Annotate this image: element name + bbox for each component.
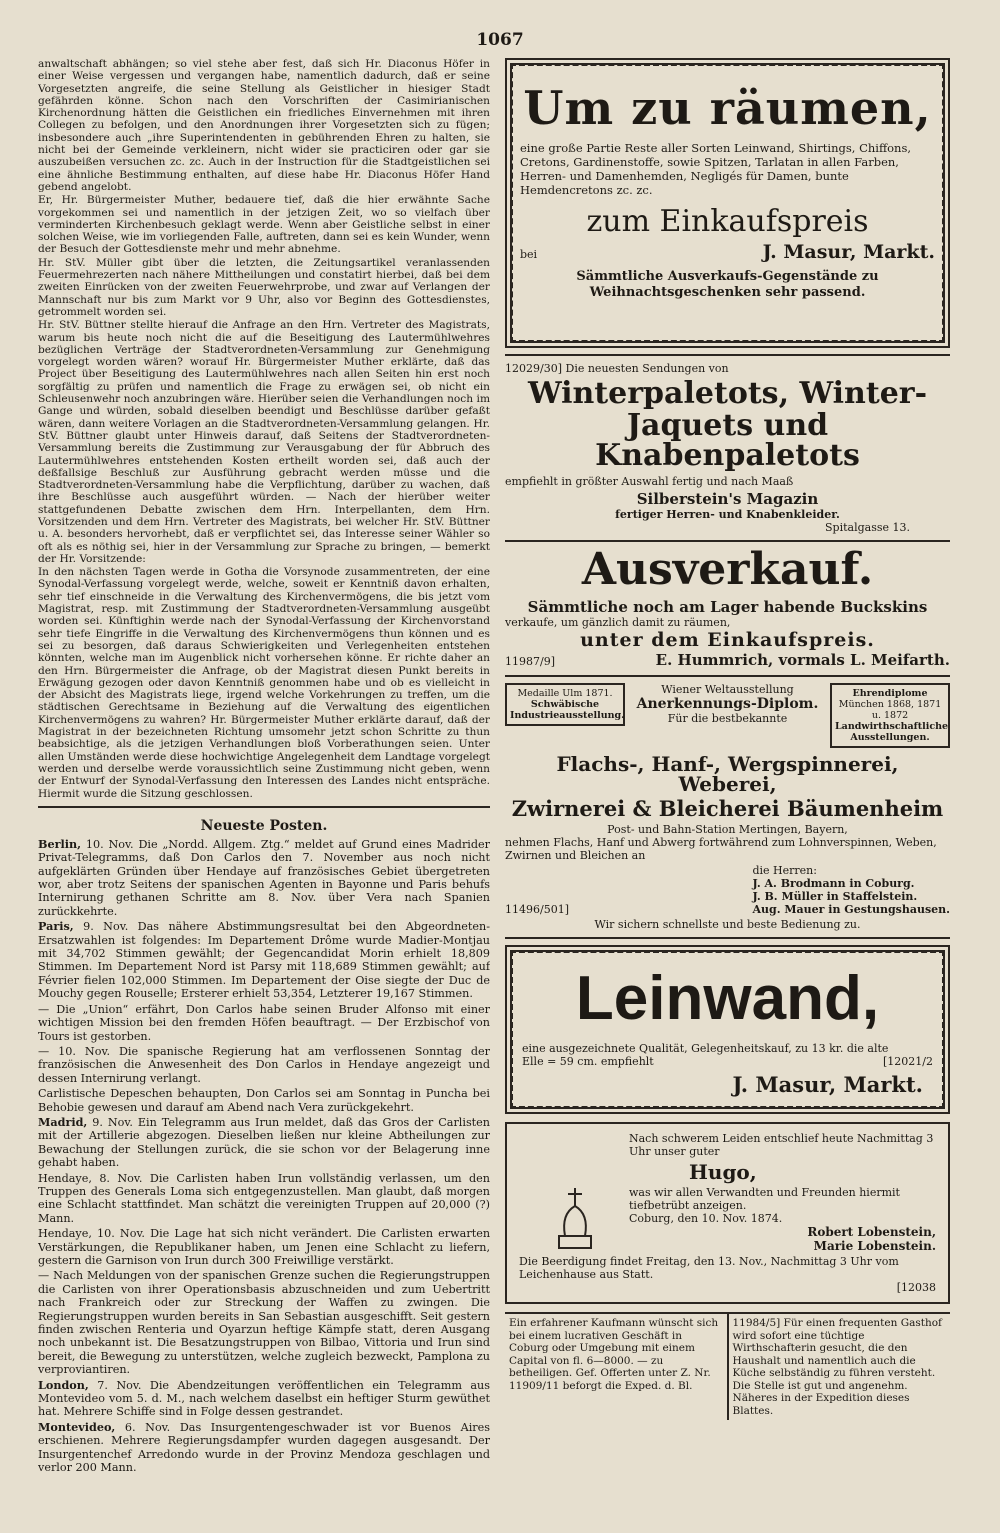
ad-merchant-row: [505, 651, 950, 669]
ad-divider: [505, 540, 950, 542]
ad-body: eine große Partie Reste aller Sorten Leinwand, Shirtings, Chiffons, Cretons, Gardinenstoffe, sowie Spitzen, Tarlatan in allen Farben, Herren- und Damenhemden, Negligés für Damen, bunte Hemdencretons zc. zc.: [520, 141, 912, 197]
news-text: — Nach Meldungen von der spanischen Grenze suchen die Regierungstruppen die Carlisten von ihrer Operationsbasis abzuschneiden und zum Uebertritt nach Frankreich oder zur Streckung der Waffen zu zwingen. Die Regierungstruppen wurden bereits in San Sebastian ausgeschifft. Seit gestern finden zwischen Renteria und Oyarzun heftige Kämpfe statt, deren Ausgang noch unbekannt ist. Die Besatzungstruppen von Bilbao, Vittoria und Irun sind bereit, die Bewegung zu unterstützen, welche zugleich bezweckt, Pamplona zu verproviantiren.: [38, 1269, 490, 1377]
ad-headline: Um zu räumen,: [523, 81, 932, 135]
news-item: [38, 1421, 490, 1475]
ad-line: nehmen Flachs, Hanf und Abwerg fortwährend zum Lohnverspinnen, Weben, Zwirnen und Bleichen an: [505, 836, 937, 862]
report-paragraph: In den nächsten Tagen werde in Gotha die Vorsynode zusammentreten, der eine Synodal-Verfassung vorgelegt werde, welche, soweit er Kenntniß davon erhalten, sehr tief einschneide in die Verwaltung des Kirchenvermögens, die bis jetzt vom Magistrat, resp. mit Zustimmung der Stadtverordneten-Versammlung ausgeübt worden sei. Künftighin werde nach der Synodal-Verfassung der Kirchenvorstand sehr tiefe Eingriffe in die Verwaltung des Kirchenvermögens thun können und es sei zu besorgen, daß daraus Schwierigkeiten und Verlegenheiten entstehen könnten, welche man im Augenblick nicht vorhersehen könne. Er richte daher an den Hrn. Bürgermeister die Anfrage, ob der Magistrat diesen Punkt bereits in Erwägung gezogen oder davon Kenntniß genommen habe und ob es vielleicht in der Absicht des Magistrats liege, irgend welche Vorkehrungen zu treffen, um die städtischen Gerechtsame in Beziehung auf die Verwaltung des eigentlichen Kirchenvermögens zu wahren? Hr. Bürgermeister Muther erklärte darauf, daß der Magistrat in der bezeichneten Richtung umsomehr jetzt schon Schritte zu thun beabsichtige, als die jetzigen Verhandlungen bloß Vorberathungen seien. Unter allen Umständen werde diese hochwichtige Angelegenheit dem Landtage vorgelegt werden und derselbe werde voraussichtlich seine Zustimmung nicht geben, wenn der Entwurf der Synodal-Verfassung den Interessen des Landes nicht entspräche. Hiermit wurde die Sitzung geschlossen.: [38, 566, 490, 800]
news-date: 7. Nov.: [97, 1378, 142, 1392]
ad-merchant: J. Masur, Markt.: [762, 241, 935, 263]
ad-ref: [12021/2: [883, 1055, 933, 1068]
ad-agent: Aug. Mauer in Gestungshausen.: [752, 903, 950, 916]
memorial-urn-icon: [545, 1184, 605, 1254]
medal-line: Medaille Ulm 1871.: [517, 688, 613, 699]
medal-line: München 1868, 1871 u. 1872: [838, 699, 942, 721]
report-paragraph: Hr. StV. Müller gibt über die letzten, die Zeitungsartikel veranlassenden Feuermehrezerten nach nähere Mittheilungen und constatirt hierbei, daß bei dem zweiten Einrücken von der zweiten Feuerwehrprobe, und zwar auf Verlangen der Mannschaft nur bis zum Markt vor 9 Uhr, also vor Beginn des Gottesdienstes, getrommelt worden sei.: [38, 256, 490, 318]
medal-line: Ausstellungen.: [850, 732, 930, 743]
ad-ref: 11496/501]: [505, 903, 569, 916]
ad-signer: Robert Lobenstein,: [807, 1225, 936, 1239]
ad-leinwand: [505, 945, 950, 1114]
ad-award-block: [625, 683, 830, 725]
ad-merchant-row: [520, 241, 935, 263]
ad-um-zu-raeumen: [505, 58, 950, 348]
report-paragraph: Er, Hr. Bürgermeister Muther, bedauere tief, daß die hier erwähnte Sache vorgekommen sei und namentlich in der jetzigen Zeit, wo so vielfach über verminderten Kirchenbesuch geklagt werde. Wenn aber Geistliche selbst in einer solchen Weise, wie im vorliegenden Falle, auftreten, dann sei es kein Wunder, wenn der Besuch der Gottesdienste mehr und mehr abnehme.: [38, 194, 490, 256]
ad-divider: [505, 675, 950, 677]
ad-headline: Ausverkauf.: [581, 544, 874, 595]
medal-line: Industrieausstellung.: [510, 710, 625, 721]
ad-divider: [505, 354, 950, 356]
news-place: Paris,: [38, 919, 74, 934]
news-place: Berlin,: [38, 836, 81, 851]
ad-headline: Flachs-, Hanf-, Wergspinnerei, Weberei,: [556, 752, 899, 796]
news-text: Die Carlisten haben Irun vollständig verlassen, um den Truppen des Generals Loma sich entgegenzustellen. Man glaubt, daß morgen eine Schlacht stattfindet. Man schätzt die vereinigten Truppen auf 20,000 (?) Mann.: [38, 1171, 490, 1225]
news-item: [38, 1227, 490, 1267]
medal-line: Schwäbische: [530, 699, 600, 710]
ad-ref: 12029/30]: [505, 362, 562, 375]
news-text: Die Lage hat sich nicht verändert. Die Carlisten erwarten Verstärkungen, die Republikaner haben, um Jenen eine Schlacht zu liefern, gestern die Garnison von Irun durch 300 Freiwillige verstärkt.: [38, 1227, 490, 1267]
news-item: [38, 1003, 490, 1043]
ad-ausverkauf: [505, 544, 950, 669]
ad-headline: Winterpaletots, Winter-: [527, 376, 928, 411]
ad-medals-row: [505, 683, 950, 748]
news-place: Montevideo,: [38, 1419, 116, 1434]
ad-line: Sämmtliche noch am Lager habende Buckskins: [527, 598, 928, 616]
ad-intro-line: [505, 362, 950, 375]
ad-line: Elle = 59 cm. empfiehlt: [522, 1055, 654, 1068]
ad-agent: J. A. Brodmann in Coburg.: [752, 877, 915, 890]
news-item: [38, 1116, 490, 1170]
ad-headline: Leinwand,: [575, 964, 880, 1033]
news-date: 9. Nov.: [92, 1115, 133, 1129]
news-date: 10. Nov.: [97, 1227, 145, 1241]
news-place: Hendaye,: [38, 1171, 92, 1185]
news-date: 10. Nov.: [85, 837, 134, 851]
council-report: [38, 58, 490, 800]
news-text: Das nähere Abstimmungsresultat bei den Abgeordneten-Ersatzwahlen ist folgendes: Im Departement Drôme wurde Madier-Montjau mit 34,702 Stimmen gewählt; der Gegencandidat Morin erhielt 18,809 Stimmen. Im Departement Nord ist Parsy mit 118,689 Stimmen gewählt; auf Février fielen 102,000 Stimmen. Im Departement der Oise siegte der Duc de Mouchy gegen Rouselle; Ersterer erhielt 53,354, Letzterer 19,167 Stimmen.: [38, 920, 490, 1001]
ad-ref: 11987/9]: [505, 655, 555, 668]
ad-name: Hugo,: [689, 1160, 757, 1184]
ad-ref: [12038: [896, 1281, 936, 1294]
news-text: Die Abendzeitungen veröffentlichen ein Telegramm aus Montevideo vom 5. d. M., nach welchem daselbst ein heftiger Sturm gewüthet hat. Mehrere Schiffe sind in Folge dessen gestrandet.: [38, 1378, 490, 1419]
news-place: Madrid,: [38, 1114, 88, 1129]
ad-split-bottom: [505, 1312, 950, 1420]
news-text: — 10. Nov. Die spanische Regierung hat am verflossenen Sonntag der französischen die Anwesenheit des Don Carlos in Hendaye angezeigt und dessen Internirung verlangt.: [38, 1044, 490, 1085]
ad-footer: Sämmtliche Ausverkaufs-Gegenstände zu Weihnachtsgeschenken sehr passend.: [576, 269, 879, 300]
ad-footer: Wir sichern schnellste und beste Bedienung zu.: [594, 918, 861, 931]
ad-line: eine ausgezeichnete Qualität, Gelegenheitskauf, zu 13 kr. die alte: [522, 1042, 889, 1055]
news-date: 9. Nov.: [83, 920, 129, 934]
news-item: [38, 1087, 490, 1114]
ad-die-herren: die Herren:: [752, 864, 817, 877]
ad-line: unter dem Einkaufspreis.: [580, 629, 875, 651]
medal-line: Ehrendiplome: [852, 688, 928, 699]
news-item: [38, 838, 490, 918]
ad-agents: [752, 864, 950, 916]
medal-right: [830, 683, 950, 748]
news-text: — Die „Union“ erfährt, Don Carlos habe seinen Bruder Alfonso mit einer wichtigen Mission bei den fremden Höfen beauftragt. — Der Erzbischof von Tours ist gestorben.: [38, 1002, 490, 1043]
section-divider: [38, 806, 490, 808]
news-date: 6. Nov.: [124, 1420, 171, 1434]
ad-vienna: Wiener Weltausstellung: [661, 683, 794, 696]
ad-line-row: [522, 1055, 933, 1068]
medal-line: Landwirthschaftliche: [835, 721, 949, 732]
news-heading: Neueste Posten.: [200, 817, 328, 834]
ad-intro: Die neuesten Sendungen von: [565, 362, 729, 375]
ad-headline: Jaquets und Knabenpaletots: [595, 408, 860, 473]
news-item: [38, 1269, 490, 1376]
news-text: Das Insurgentengeschwader ist vor Buenos Aires erschienen. Mehrere Regierungsdampfer wurden dagegen ausgesandt. Der Insurgentenchef Arredondo wurde in der Provinz Mendoza geschlagen und verlor 200 Mann.: [38, 1420, 490, 1475]
ad-shop-sub: fertiger Herren- und Knabenkleider.: [615, 508, 840, 521]
ad-funeral: Die Beerdigung findet Freitag, den 13. Nov., Nachmittag 3 Uhr vom Leichenhause aus Statt.: [519, 1255, 899, 1281]
ad-merchant: J. Masur, Markt.: [732, 1072, 923, 1097]
ad-agent: J. B. Müller in Staffelstein.: [752, 890, 918, 903]
medal-left: [505, 683, 625, 726]
ad-winterpaletots: [505, 362, 950, 534]
ad-agents-row: [505, 864, 950, 916]
news-place: Hendaye,: [38, 1227, 92, 1241]
news-item: [38, 1172, 490, 1226]
ad-station: Post- und Bahn-Station Mertingen, Bayern,: [607, 823, 848, 836]
news-text: Ein Telegramm aus Irun meldet, daß das Gros der Carlisten mit der Artillerie abgezogen. Dieselben ließen nur kleine Abtheilungen zur Bewachung der Stellungen zurück, die sie schon vor der Belagerung inne gehabt haben.: [38, 1115, 490, 1170]
right-column: [505, 58, 950, 1518]
ad-merchant: E. Hummrich, vormals L. Meifarth.: [655, 651, 950, 669]
ad-signer: Marie Lobenstein.: [813, 1239, 936, 1253]
news-text: Carlistische Depeschen behaupten, Don Carlos sei am Sonntag in Puncha bei Behobie gewesen und darauf am Abend nach Vera zurückgekehrt.: [38, 1087, 490, 1114]
ad-baeumenheim: [505, 683, 950, 931]
ad-line: verkaufe, um gänzlich damit zu räumen,: [505, 616, 731, 629]
news-list: [38, 838, 490, 1475]
ad-intro: Nach schwerem Leiden entschlief heute Nachmittag 3 Uhr unser guter: [629, 1132, 934, 1158]
ad-shop: Silberstein's Magazin: [636, 490, 819, 508]
ad-address: Spitalgasse 13.: [825, 521, 910, 534]
news-place: London,: [38, 1377, 89, 1392]
ad-subheadline: zum Einkaufspreis: [586, 204, 869, 239]
spacer: [505, 1114, 950, 1122]
news-item: [38, 920, 490, 1000]
news-item: [38, 1379, 490, 1419]
ad-bei: bei: [520, 248, 538, 261]
news-item: [38, 1045, 490, 1085]
news-text: Die „Nordd. Allgem. Ztg.“ meldet auf Grund eines Madrider Privat-Telegramms, daß Don Carlos den 7. November aus noch nicht aufgeklärten Gründen über Hendaye auf französisches Gebiet übergetreten wor, aber trotz Seitens der spanischen Agenten in Bayonne und Paris behufs Internirung gethanen Schritte am 8. Nov. über Vera nach Spanien zurückkehrte.: [38, 837, 490, 918]
ad-divider: [505, 937, 950, 939]
ad-line: was wir allen Verwandten und Freunden hiermit tiefbetrübt anzeigen.: [629, 1186, 900, 1212]
ad-award: Anerkennungs-Diplom.: [636, 696, 819, 712]
ad-place-date: Coburg, den 10. Nov. 1874.: [629, 1212, 783, 1225]
spacer: [505, 1304, 950, 1312]
left-column: [38, 58, 490, 1498]
news-date: 8. Nov.: [99, 1171, 143, 1185]
report-paragraph: Hr. StV. Büttner stellte hierauf die Anfrage an den Hrn. Vertreter des Magistrats, warum bis heute noch nicht die auf die Beseitigung des Lautermühlwehres bezüglichen Verträge der Stadtverordneten-Versammlung zur Genehmigung vorgelegt worden wären? worauf Hr. Bürgermeister Muther erklärte, daß das Project über Beseitigung des Lautermühlwehres nach allen Seiten hin erst noch sorgfältig zu prüfen und namentlich die Frage zu erwägen sei, ob nicht ein Schleusenwehr noch anzubringen wäre. Hierüber seien die Verhandlungen noch im Gange und würden, sobald dieselben beendigt und Beschlüsse darüber gefaßt wären, dann weitere Vorlagen an die Stadtverordneten-Versammlung gelangen. Hr. StV. Büttner glaubt unter Hinweis darauf, daß Seitens der Stadtverordneten-Versammlung bereits die Zustimmung zur Verausgabung der für Abbruch des Lautermühlwehres entstehenden Kosten ertheilt worden sei, daß auch der deßfallsige Beschluß zur Ausführung gebracht werden müsse und die Stadtverordneten-Versammlung habe die Verpflichtung, darüber zu wachen, daß ihre Beschlüsse auch ausgeführt würden. — Nach der hierüber weiter stattgefundenen Debatte zwischen dem Hrn. Interpellanten, dem Hrn. Vorsitzenden und dem Hrn. Vertreter des Magistrats, bei welcher Hr. StV. Büttner u. A. besonders hervorhebt, daß er verpflichtet sei, das Interesse seiner Wähler so oft als es nöthig sei, hier in der Versammlung zur Sprache zu bringen, — bemerkt der Hr. Vorsitzende:: [38, 319, 490, 565]
ad-wirthschafterin: 11984/5] Für einen frequenten Gasthof wird sofort eine tüchtige Wirthschafterin gesucht, die den Haushalt und namentlich auch die Küche selbständig zu führen versteht. Die Stelle ist gut und angenehm. Näheres in der Expedition dieses Blattes.: [727, 1314, 951, 1420]
page-number: 1067: [476, 30, 524, 50]
report-paragraph: anwaltschaft abhängen; so viel stehe aber fest, daß sich Hr. Diaconus Höfer in einer Weise vergessen und vergangen habe, namentlich dadurch, daß er seine Vorgesetzten angreife, die seine Stellung als Geistlicher in hiesiger Stadt gefährden könne. Schon nach den Vorschriften der Casimirianischen Kirchenordnung hätten die Geistlichen ein friedliches Einvernehmen mit ihren Collegen zu befolgen, und den Anordnungen ihrer Vorgesetzten sich zu fügen; insbesondere auch „ihre Superintendenten in gebührenden Ehren zu halten, sie nicht bei der Gemeinde verkleinern, nicht wider sie practiciren oder gar sie auszubeißen versuchen zc. zc. Auch in der Instruction für die Stadtgeistlichen sei eine ähnliche Bestimmung enthalten, auf diese habe Hr. Diaconus Höfer Hand gebend angelobt.: [38, 58, 490, 193]
ad-line: empfiehlt in größter Auswahl fertig und nach Maaß: [505, 475, 794, 488]
ad-headline: Zwirnerei & Bleicherei Bäumenheim: [511, 796, 944, 821]
ad-best: Für die bestbekannte: [667, 712, 788, 725]
ad-kaufmann: Ein erfahrener Kaufmann wünscht sich bei einem lucrativen Geschäft in Coburg oder Umgebung mit einem Capital von fl. 6—8000. — zu betheiligen. Gef. Offerten unter Z. Nr. 11909/11 beforgt die Exped. d. Bl.: [509, 1317, 719, 1392]
ad-death-notice: [505, 1122, 950, 1304]
